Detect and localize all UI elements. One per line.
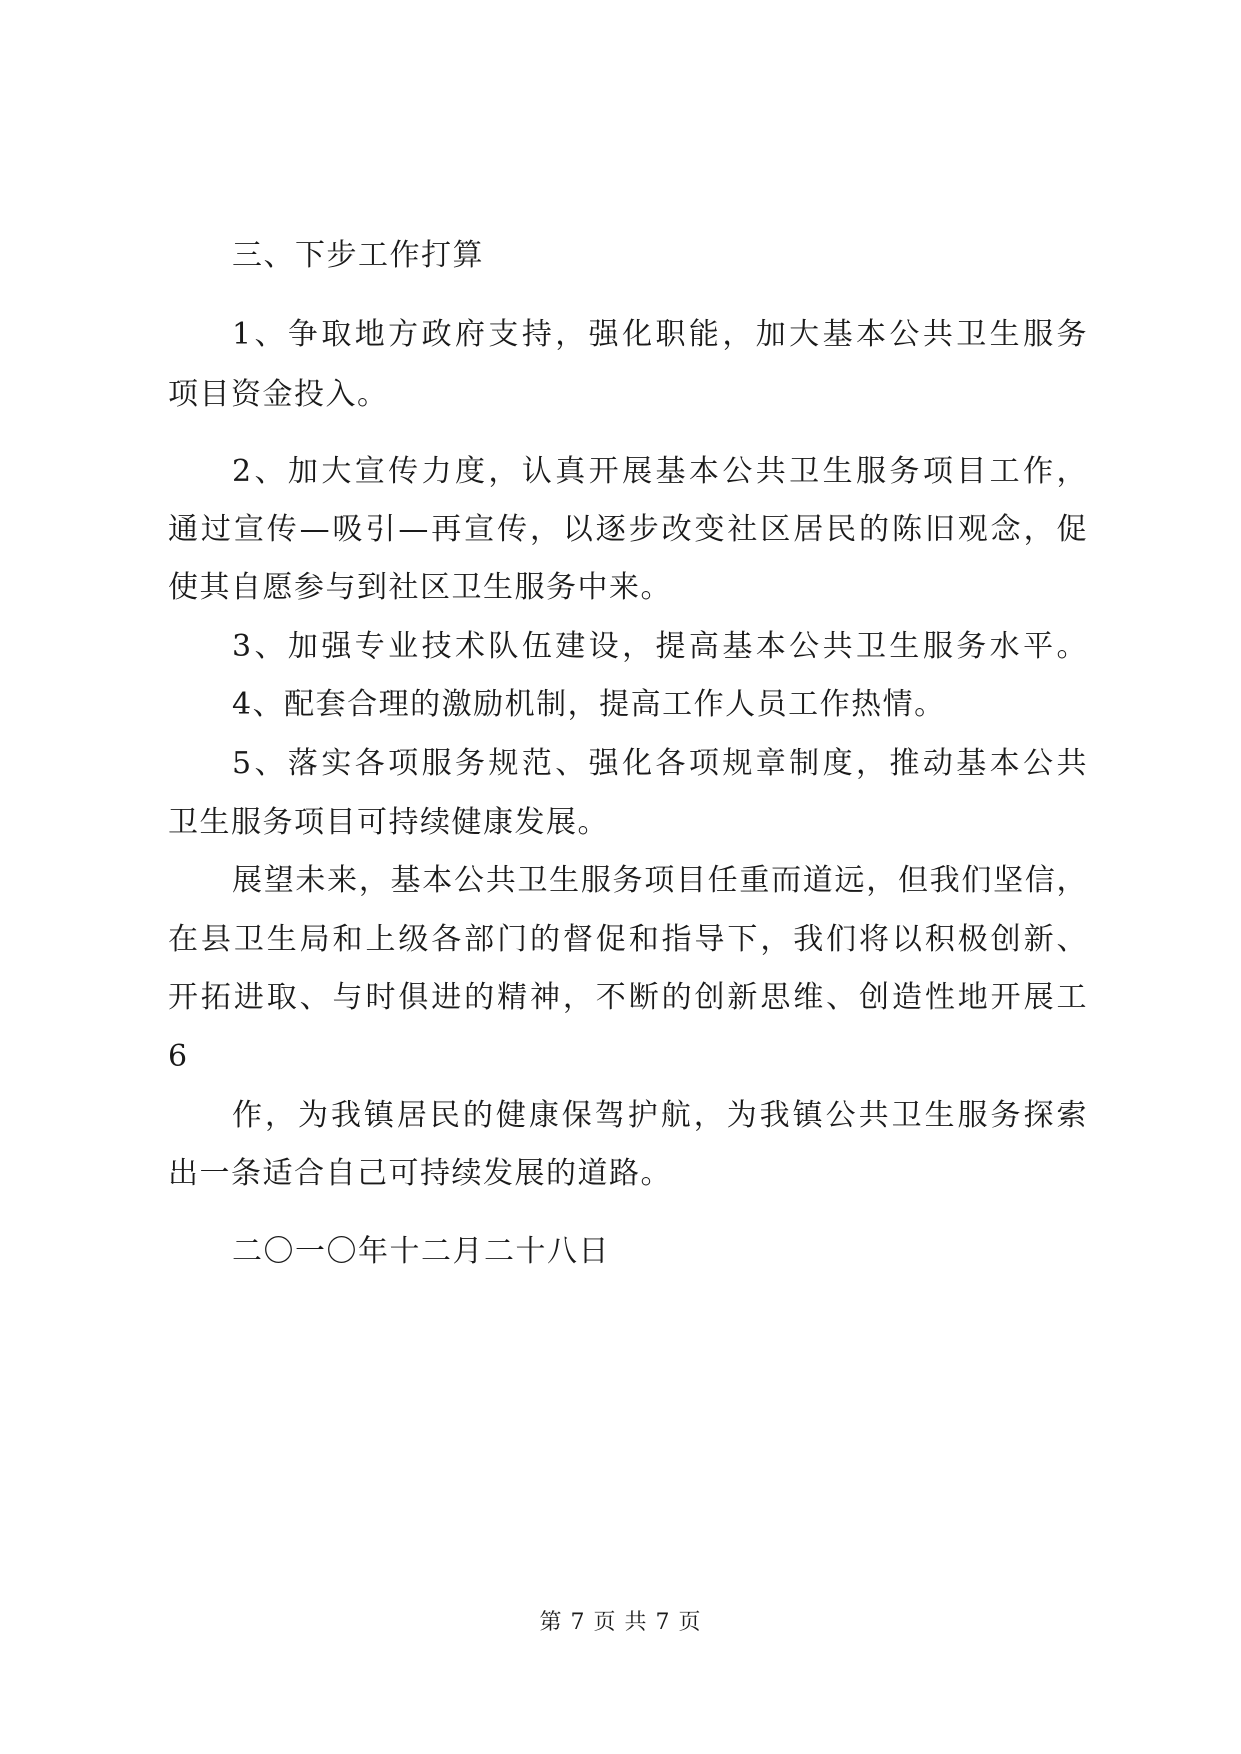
paragraph-text: 作，为我镇居民的健康保驾护航，为我镇公共卫生服务探索	[232, 1098, 1088, 1133]
section-heading: 三、下步工作打算	[232, 238, 484, 273]
paragraph-text: 在县卫生局和上级各部门的督促和指导下，我们将以积极创新、	[168, 922, 1088, 957]
paragraph-line	[232, 1096, 1088, 1136]
paragraph-text: 2、加大宣传力度，认真开展基本公共卫生服务项目工作，	[232, 454, 1088, 489]
page-footer: 第 7 页 共 7 页	[539, 1610, 702, 1635]
paragraph-text: 1、争取地方政府支持，强化职能，加大基本公共卫生服务	[232, 317, 1088, 352]
paragraph-line	[232, 744, 1088, 784]
paragraph-line: 项目资金投入。	[168, 377, 389, 412]
page-number-marker: 6	[168, 1039, 189, 1074]
paragraph-text: 展望未来，基本公共卫生服务项目任重而道远，但我们坚信，	[232, 863, 1088, 898]
paragraph-line: 出一条适合自己可持续发展的道路。	[168, 1156, 672, 1191]
paragraph-line	[168, 978, 1088, 1018]
paragraph-text: 3、加强专业技术队伍建设，提高基本公共卫生服务水平。	[232, 629, 1088, 664]
paragraph-line: 使其自愿参与到社区卫生服务中来。	[168, 570, 672, 605]
paragraph-line	[168, 510, 1088, 550]
paragraph-line	[232, 627, 1088, 667]
paragraph-line: 4、配套合理的激励机制，提高工作人员工作热情。	[232, 687, 946, 722]
paragraph-text: 5、落实各项服务规范、强化各项规章制度，推动基本公共	[232, 746, 1088, 781]
date-line: 二〇一〇年十二月二十八日	[232, 1234, 610, 1269]
paragraph-line	[168, 920, 1088, 960]
paragraph-line	[232, 861, 1088, 901]
paragraph-line	[232, 315, 1088, 355]
paragraph-line	[232, 452, 1088, 492]
paragraph-text: 通过宣传—吸引—再宣传，以逐步改变社区居民的陈旧观念，促	[168, 512, 1088, 547]
paragraph-text: 开拓进取、与时俱进的精神，不断的创新思维、创造性地开展工	[168, 980, 1088, 1015]
paragraph-line: 卫生服务项目可持续健康发展。	[168, 805, 609, 840]
